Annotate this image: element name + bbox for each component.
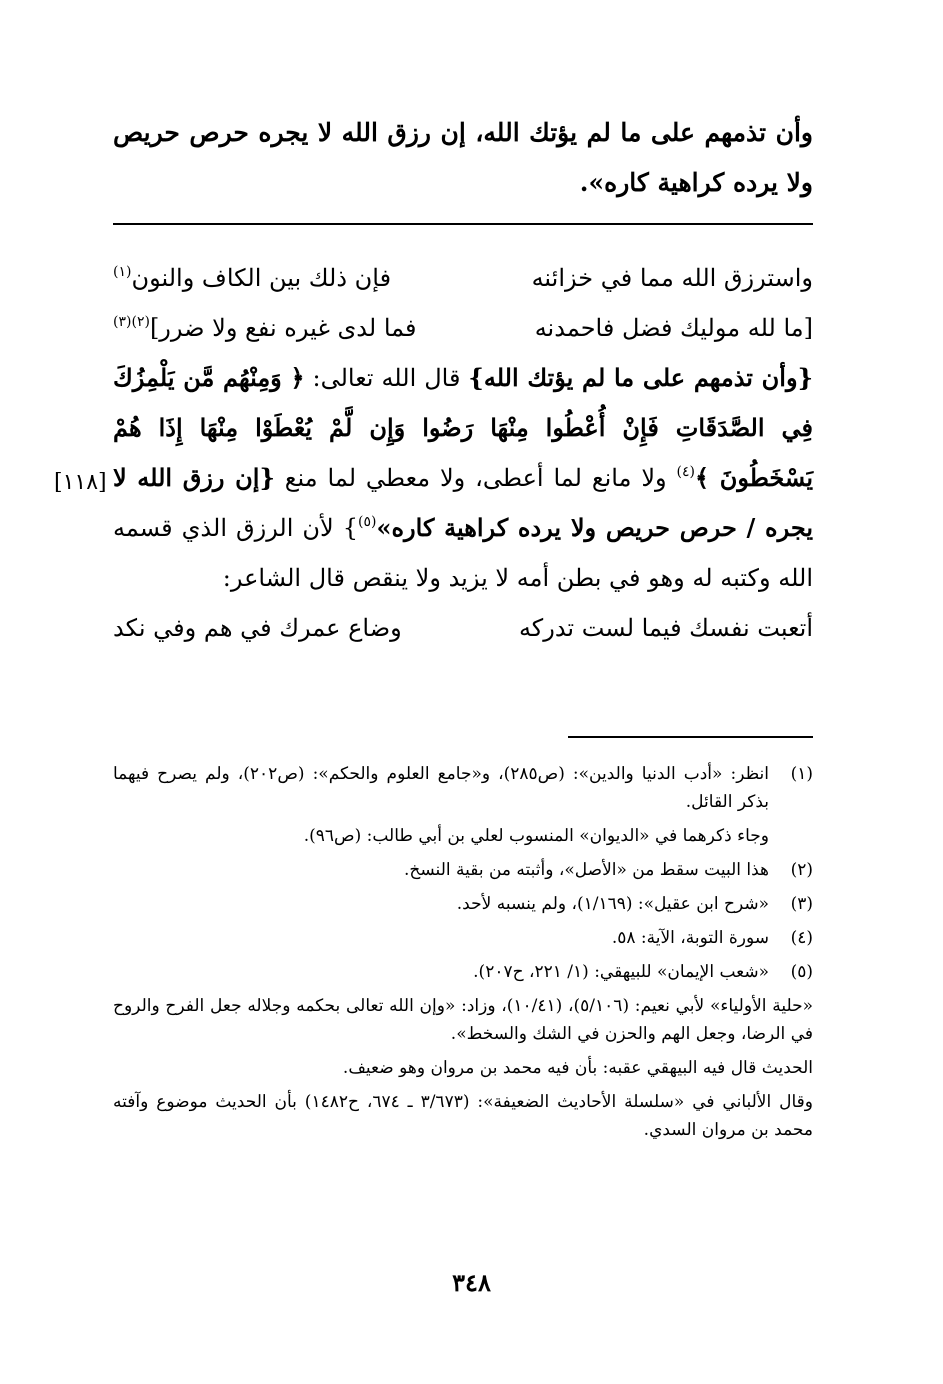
footnote-number: (١) xyxy=(790,764,813,784)
commentary-body xyxy=(113,253,813,653)
footnote-ref-2-3[interactable]: (٢)(٣) xyxy=(113,314,150,330)
poem-1-first-hemistich: واسترزق الله مما في خزائنه xyxy=(531,264,813,292)
poem-line-2 xyxy=(113,303,813,353)
footnote-text: «شعب الإيمان» للبيهقي: (١/ ٢٢١، ح٢٠٧). xyxy=(473,962,769,982)
footnote-5 xyxy=(113,958,813,986)
footnote-5-albani: وقال الألباني في «سلسلة الأحاديث الضعيفة»: (٣/٦٧٣ ـ ٦٧٤، ح١٤٨٢) بأن الحديث موضوع وآفته محمد بن مروان السدي. xyxy=(113,1092,814,1140)
footnote-ref-5[interactable]: (٥) xyxy=(358,514,377,530)
tail-text: } لأن الرزق الذي قسمه الله وكتبه له وهو في بطن أمه لا يزيد ولا ينقص قال الشاعر: xyxy=(113,514,813,592)
footnote-text: «شرح ابن عقيل»: (١/١٦٩)، ولم ينسبه لأحد. xyxy=(456,894,769,914)
footnote-1-continuation: وجاء ذكرهما في «الديوان» المنسوب لعلي بن أبي طالب: (ص٩٦). xyxy=(303,826,769,846)
footnote-ref-4[interactable]: (٤) xyxy=(676,464,696,480)
quoted-matn-1: {وأن تذمهم على ما لم يؤتك الله} xyxy=(468,363,813,392)
poem-3-second-hemistich: وضاع عمرك في هم وفي نكد xyxy=(113,614,402,642)
quran-verse: ﴿ وَمِنْهُم مَّن يَلْمِزُكَ فِي الصَّدَقَاتِ فَإِنْ أُعْطُوا مِنْهَا رَضُوا وَإِن لَّمْ يُعْطَوْا مِنْهَا إِذَا هُمْ يَسْخَطُونَ ﴾ xyxy=(113,363,813,492)
footnote-divider xyxy=(568,736,813,738)
footnote-3 xyxy=(113,890,813,918)
commentary-paragraph xyxy=(113,353,813,603)
poem-line-1 xyxy=(113,253,813,303)
footnote-text: هذا البيت سقط من «الأصل»، وأثبته من بقية النسخ. xyxy=(404,860,769,880)
poem-2-second-text: فما لدى غيره نفع ولا ضرر] xyxy=(149,314,417,342)
matn-header-text: وأن تذمهم على ما لم يؤتك الله، إن رزق الله لا يجره حرص حريص ولا يرده كراهية كاره». xyxy=(113,118,813,197)
footnote-text: سورة التوبة، الآية: ٥٨. xyxy=(611,928,769,948)
footnote-number: (٤) xyxy=(790,928,813,948)
poem-1-second-text: فإن ذلك بين الكاف والنون xyxy=(131,264,392,292)
footnote-text: انظر: «أدب الدنيا والدين»: (ص٢٨٥)، و«جامع العلوم والحكم»: (ص٢٠٢)، ولم يصرح فيهما بذكر القائل. xyxy=(113,764,769,812)
mid-text: ولا مانع لما أعطى، ولا معطي لما منع xyxy=(274,464,677,492)
poem-2-second-hemistich xyxy=(113,303,417,353)
header-divider xyxy=(113,223,813,225)
footnote-ref-1[interactable]: (١) xyxy=(113,264,132,280)
poem-1-second-hemistich xyxy=(113,253,391,303)
footnote-1 xyxy=(113,760,813,816)
page-number: ٣٤٨ xyxy=(452,1268,491,1297)
footnote-2 xyxy=(113,856,813,884)
poem-2-first-hemistich: [ما لله موليك فضل فاحمدنه xyxy=(534,314,813,342)
footnotes-section xyxy=(113,760,813,1150)
poem-3-first-hemistich: أتعبت نفسك فيما لست تدركه xyxy=(518,614,813,642)
footnote-number: (٣) xyxy=(790,894,813,914)
footnote-number: (٢) xyxy=(790,860,813,880)
intro-text: قال الله تعالى: xyxy=(304,364,469,392)
footnote-5-hilya: «حلية الأولياء» لأبي نعيم: (٥/١٠٦)، (١٠/٤١)، وزاد: «وإن الله تعالى بحكمه وجلاله جعل الفرح والروح في الرضا، وجعل الهم والحزن في الشك والسخط». xyxy=(113,996,814,1044)
footnote-5-bayhaqi: الحديث قال فيه البيهقي عقبه: بأن فيه محمد بن مروان وهو ضعيف. xyxy=(342,1058,813,1078)
footnote-number: (٥) xyxy=(790,962,813,982)
manuscript-folio-marker: [١١٨] xyxy=(54,470,107,495)
quoted-matn-2: {إن رزق الله لا يجره / حرص حريص ولا يرده كراهية كاره» xyxy=(113,463,813,542)
footnote-4 xyxy=(113,924,813,952)
poem-line-3 xyxy=(113,603,813,653)
